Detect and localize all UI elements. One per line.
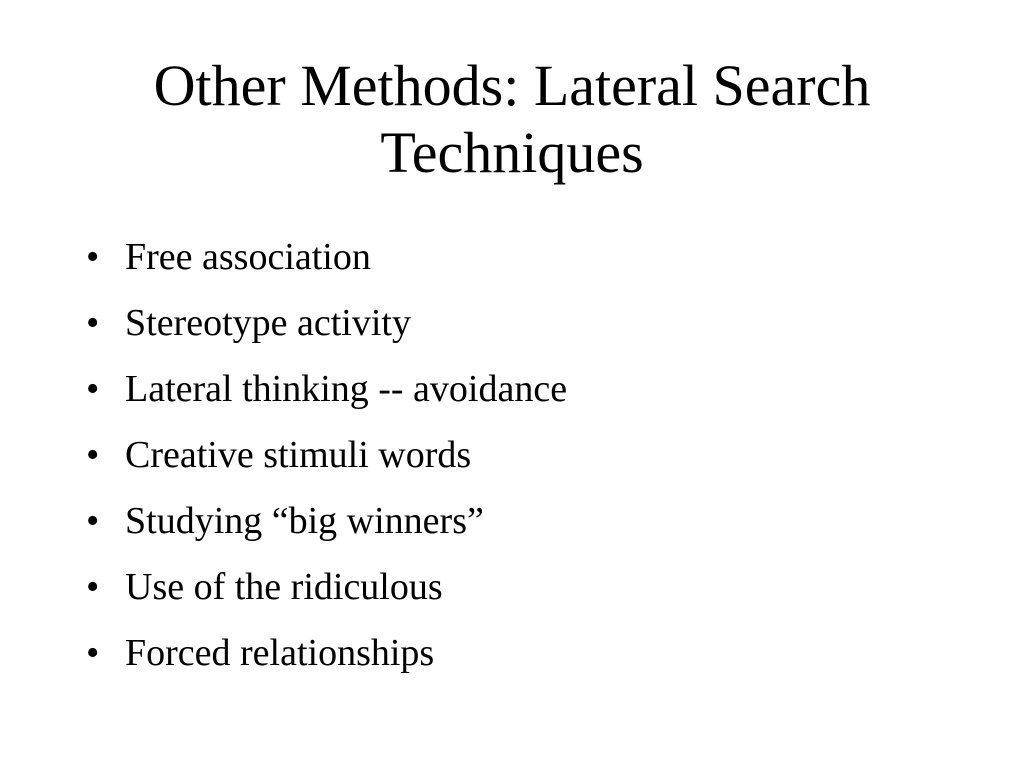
bullet-item [86, 627, 946, 693]
bullet-dot-icon: • [86, 632, 100, 674]
bullet-dot-icon: • [86, 566, 100, 608]
bullet-item [86, 429, 946, 495]
bullet-text: Stereotype activity [125, 302, 411, 344]
bullet-text: Free association [125, 236, 371, 278]
bullet-text: Creative stimuli words [125, 434, 472, 476]
bullet-item [86, 561, 946, 627]
bullet-text: Forced relationships [125, 632, 435, 674]
bullet-dot-icon: • [86, 434, 100, 476]
bullet-item [86, 231, 946, 297]
bullet-item [86, 297, 946, 363]
bullet-dot-icon: • [86, 302, 100, 344]
bullet-dot-icon: • [86, 500, 100, 542]
bullet-text: Use of the ridiculous [125, 566, 443, 608]
bullet-dot-icon: • [86, 236, 100, 278]
bullet-text: Studying “big winners” [125, 500, 484, 542]
bullet-list [86, 231, 946, 693]
slide-title: Other Methods: Lateral Search Techniques [153, 53, 871, 185]
bullet-item [86, 495, 946, 561]
bullet-item [86, 363, 946, 429]
bullet-dot-icon: • [86, 368, 100, 410]
bullet-text: Lateral thinking -- avoidance [125, 368, 568, 410]
